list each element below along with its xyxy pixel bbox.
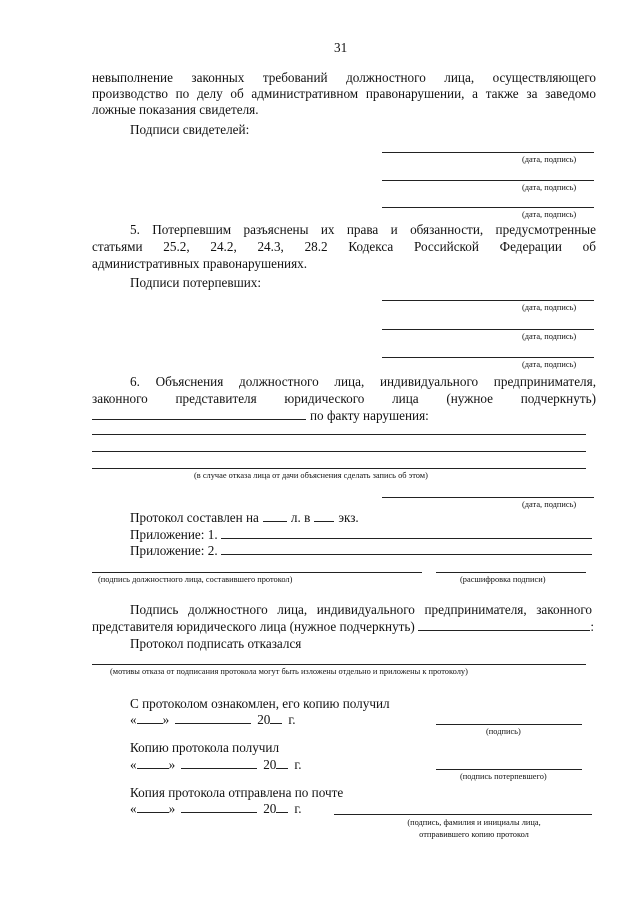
section5-line-2: статьями 25.2, 24.2, 24.3, 28.2 Кодекса Российской Федерации об (92, 239, 596, 254)
attachment-2-row (130, 543, 592, 559)
copy-received-month-blank[interactable] (181, 757, 257, 769)
protocol-composed-line (130, 510, 359, 526)
victim-signature-caption-3: (дата, подпись) (522, 360, 577, 369)
witness-paragraph-line-1: невыполнение законных требований должностного лица, осуществляющего (92, 70, 596, 85)
victim-signature-caption-1: (дата, подпись) (522, 303, 577, 312)
copy-received-quote-open: « (130, 757, 137, 772)
witness-signatures-label: Подписи свидетелей: (130, 122, 250, 137)
copy-mailed-quote-close: » (168, 801, 176, 816)
witness-signature-line-3[interactable] (382, 207, 594, 208)
attachment-2-label: Приложение: 2. (130, 543, 218, 558)
attachment-1-line[interactable] (221, 527, 592, 539)
victim-signature-line-3[interactable] (382, 357, 594, 358)
section6-official-blank[interactable] (92, 408, 306, 420)
copy-received-signature-line[interactable] (436, 769, 582, 770)
copy-received-text: Копию протокола получил (130, 740, 280, 755)
protocol-composed-suffix: экз. (338, 510, 359, 525)
acknowledge-date-row (130, 712, 296, 728)
section6-line-3 (92, 408, 429, 424)
section6-line-3-text: по факту нарушения: (310, 408, 429, 423)
signing-line-2-text: представителя юридического лица (нужное подчеркнуть) (92, 619, 415, 634)
copy-received-signature-caption: (подпись потерпевшего) (460, 772, 547, 781)
protocol-sheets-blank[interactable] (263, 510, 287, 522)
explanation-line-2[interactable] (92, 451, 586, 452)
official-signature-line[interactable] (92, 572, 422, 573)
copy-mailed-year-prefix: 20 (263, 801, 277, 816)
acknowledge-year-prefix: 20 (257, 712, 271, 727)
copy-received-date-row (130, 757, 302, 773)
signature-decode-line[interactable] (436, 572, 586, 573)
copy-mailed-month-blank[interactable] (181, 801, 257, 813)
victim-signatures-label: Подписи потерпевших: (130, 275, 262, 290)
protocol-composed-prefix: Протокол составлен на (130, 510, 259, 525)
copy-received-day-blank[interactable] (137, 757, 169, 769)
victim-signature-caption-2: (дата, подпись) (522, 332, 577, 341)
attachment-2-line[interactable] (221, 543, 592, 555)
copy-received-year-suffix: г. (294, 757, 302, 772)
attachment-1-label: Приложение: 1. (130, 527, 218, 542)
refusal-caption: (в случае отказа лица от дачи объяснения сделать запись об этом) (194, 471, 428, 480)
witness-signature-line-1[interactable] (382, 152, 594, 153)
copy-received-year-blank[interactable] (276, 757, 288, 769)
copy-mailed-year-blank[interactable] (276, 801, 288, 813)
explanation-line-1[interactable] (92, 434, 586, 435)
acknowledge-year-suffix: г. (288, 712, 296, 727)
acknowledge-signature-caption: (подпись) (486, 727, 521, 736)
section5-line-1: 5. Потерпевшим разъяснены их права и обязанности, предусмотренные (130, 222, 596, 237)
official-signature-caption: (подпись должностного лица, составившего протокол) (98, 575, 293, 584)
refusal-motives-line[interactable] (92, 664, 586, 665)
section6-line-1: 6. Объяснения должностного лица, индивидуального предпринимателя, (130, 374, 596, 389)
section6-signature-caption: (дата, подпись) (522, 500, 577, 509)
witness-signature-caption-2: (дата, подпись) (522, 183, 577, 192)
victim-signature-line-1[interactable] (382, 300, 594, 301)
signing-line-2-end: : (590, 619, 594, 634)
copy-mailed-signature-line[interactable] (334, 814, 592, 815)
witness-paragraph-line-2: производство по делу об административном правонарушении, а также за заведомо (92, 86, 596, 101)
section5-line-3: административных правонарушениях. (92, 256, 308, 271)
copy-mailed-quote-open: « (130, 801, 137, 816)
signing-line-1: Подпись должностного лица, индивидуального предпринимателя, законного (130, 602, 592, 617)
signature-decode-caption: (расшифровка подписи) (460, 575, 546, 584)
signing-signature-line[interactable] (418, 619, 590, 631)
acknowledge-text: С протоколом ознакомлен, его копию получил (130, 696, 390, 711)
witness-signature-line-2[interactable] (382, 180, 594, 181)
protocol-refused-label: Протокол подписать отказался (130, 636, 302, 651)
victim-signature-line-2[interactable] (382, 329, 594, 330)
copy-mailed-date-row (130, 801, 302, 817)
copy-received-quote-close: » (168, 757, 176, 772)
page-number: 31 (334, 40, 348, 55)
attachment-1-row (130, 527, 592, 543)
copy-mailed-text: Копия протокола отправлена по почте (130, 785, 344, 800)
refusal-motives-caption: (мотивы отказа от подписания протокола могут быть изложены отдельно и приложены к протоколу) (110, 667, 468, 676)
section6-signature-line[interactable] (382, 497, 594, 498)
copy-mailed-caption-2: отправившего копию протокол (419, 830, 529, 839)
acknowledge-signature-line[interactable] (436, 724, 582, 725)
signing-line-2 (92, 619, 594, 635)
explanation-line-3[interactable] (92, 468, 586, 469)
copy-mailed-caption-1: (подпись, фамилия и инициалы лица, (407, 818, 541, 827)
acknowledge-month-blank[interactable] (175, 712, 251, 724)
acknowledge-quote-close: » (162, 712, 170, 727)
copy-received-year-prefix: 20 (263, 757, 277, 772)
protocol-copies-blank[interactable] (314, 510, 334, 522)
witness-signature-caption-1: (дата, подпись) (522, 155, 577, 164)
acknowledge-year-blank[interactable] (270, 712, 282, 724)
copy-mailed-year-suffix: г. (294, 801, 302, 816)
copy-mailed-day-blank[interactable] (137, 801, 169, 813)
section6-line-2: законного представителя юридического лица (нужное подчеркнуть) (92, 391, 596, 406)
witness-signature-caption-3: (дата, подпись) (522, 210, 577, 219)
acknowledge-day-blank[interactable] (137, 712, 163, 724)
acknowledge-quote-open: « (130, 712, 137, 727)
witness-paragraph-line-3: ложные показания свидетеля. (92, 102, 259, 117)
protocol-composed-mid: л. в (290, 510, 311, 525)
